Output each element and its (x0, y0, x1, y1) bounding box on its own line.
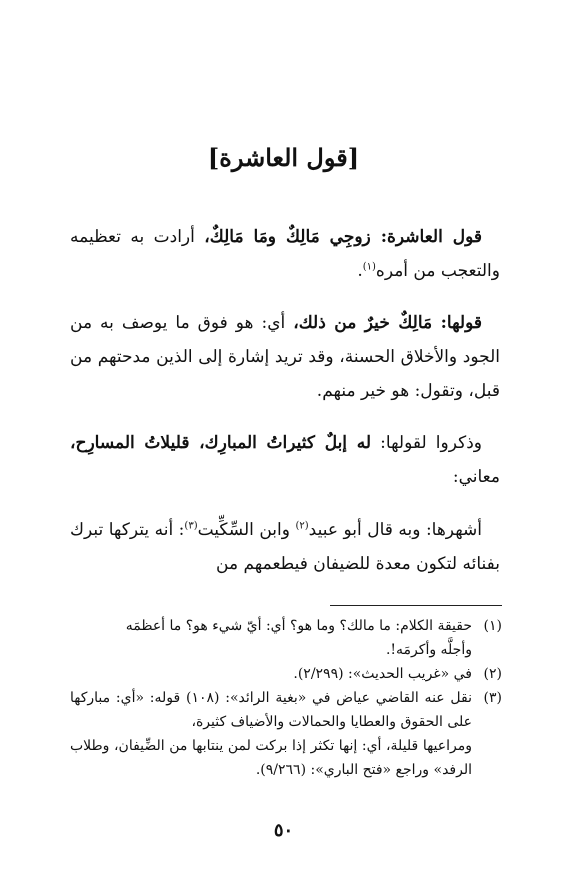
paragraph-2 (70, 306, 500, 408)
footnote-ref-1[interactable]: (١) (362, 261, 376, 273)
quote-bold: له إبلٌ كثيراتُ المبارِك، قليلاتُ المسارِح، (70, 433, 371, 453)
paragraph-text-b: وابن السِّكِّيت (197, 520, 296, 540)
paragraph-1 (70, 220, 500, 288)
footnote-line: حقيقة الكلام: ما مالك؟ وما هو؟ أي: أيّ شيء هو؟ ما أعظمَه (125, 618, 472, 634)
footnote-2 (70, 662, 502, 686)
paragraph-text: معاني: (452, 467, 500, 487)
paragraph-end: . (357, 261, 363, 281)
section-heading: [قول العاشرة] (207, 143, 360, 172)
paragraph-4 (70, 513, 500, 581)
footnote-ref-3[interactable]: (٣) (184, 520, 198, 532)
paragraph-text: أرادت به تعظيمه والتعجب من أمره (70, 227, 500, 281)
footnote-text (70, 662, 472, 686)
quote-lead: قولها: مَالِكٌ خيرٌ من ذلك، (293, 313, 482, 333)
paragraph-text-a: أشهرها: وبه قال أبو عبيد (308, 520, 482, 540)
footnote-text (70, 614, 472, 662)
footnote-3 (70, 686, 502, 782)
footnote-line: نقل عنه القاضي عياض في «بغية الرائد»: (١٠٨) قوله: «أي: مباركها على الحقوق والعطايا والحمالات والأضياف كثيرة، (70, 690, 472, 730)
footnote-line: في «غريب الحديث»: (٢/٢٩٩). (293, 666, 472, 682)
footnote-number: (١) (483, 618, 502, 634)
footnote-divider (330, 605, 502, 606)
footnote-line: ومراعيها قليلة، أي: إنها تكثر إذا بركت لمن ينتابها من الضِّيفان، وطلاب الرفد» وراجع «فتح الباري»: (٩/٢٦٦). (70, 738, 472, 778)
page-number: ٥٠ (273, 820, 294, 841)
quote-lead: قول العاشرة: زوجِي مَالِكٌ ومَا مَالِكٌ، (204, 227, 482, 247)
footnote-ref-2[interactable]: (٢) (295, 520, 309, 532)
paragraph-text: أي: هو فوق ما يوصف به من الجود والأخلاق الحسنة، وقد تريد إشارة إلى الذين مدحتهم من قبل، وتقول: هو خير منهم. (70, 313, 500, 401)
footnote-text (70, 686, 472, 782)
paragraph-3 (70, 426, 500, 494)
paragraph-start: وذكروا لقولها: (371, 433, 482, 453)
footnote-line: وأجلَّه وأكرمَه!. (385, 642, 472, 658)
paragraph-text-c: : أنه يتركها تبرك بفنائه لتكون معدة للضيفان فيطعمهم من (70, 520, 500, 574)
footnote-number: (٢) (483, 666, 502, 682)
footnote-number: (٣) (483, 690, 502, 706)
footnote-1 (70, 614, 502, 662)
footnotes (70, 614, 502, 782)
